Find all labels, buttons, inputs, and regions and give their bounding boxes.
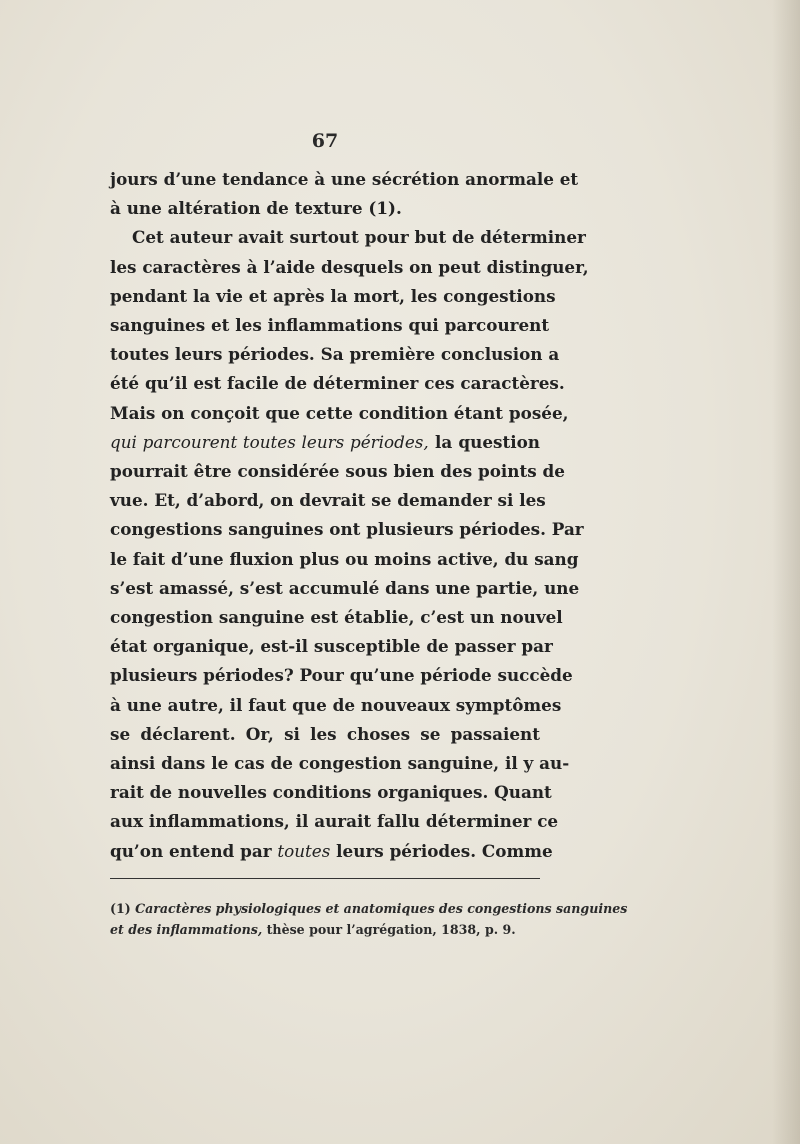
text-line: ainsi dans le cas de congestion sanguine, il y au- [110, 753, 570, 774]
text-line: plusieurs périodes? Pour qu’une période succède [110, 665, 573, 686]
text-line: sanguines et les inflammations qui parcourent [110, 315, 550, 336]
footnote-citation: thèse pour l’agrégation, 1838, p. 9. [262, 922, 516, 937]
text-line [110, 837, 553, 866]
body-text [110, 165, 589, 866]
text-fragment: leurs périodes. Comme [330, 840, 553, 861]
text-line: Cet auteur avait surtout pour but de déterminer [132, 227, 586, 248]
footnote-title: Caractères physiologiques et anatomiques des congestions sanguines [135, 901, 628, 916]
text-line: aux inflammations, il aurait fallu déterminer ce [110, 811, 559, 832]
footnote-rule [110, 878, 540, 879]
text-line: s’est amassé, s’est accumulé dans une partie, une [110, 577, 580, 598]
text-line: vue. Et, d’abord, on devrait se demander si les [110, 490, 546, 511]
footnote-line [110, 898, 628, 919]
text-line: se déclarent. Or, si les choses se passaient [110, 723, 540, 744]
text-line: été qu’il est facile de déterminer ces caractères. [110, 373, 565, 394]
text-fragment: la question [428, 431, 541, 452]
text-line: toutes leurs périodes. Sa première conclusion a [110, 344, 560, 365]
text-line: état organique, est-il susceptible de passer par [110, 636, 553, 657]
page-number: 67 [311, 130, 339, 152]
text-line: Mais on conçoit que cette condition étant posée, [110, 402, 569, 423]
text-line: à une autre, il faut que de nouveaux symptômes [110, 694, 562, 715]
text-line [110, 428, 540, 457]
text-line: les caractères à l’aide desquels on peut distinguer, [110, 256, 589, 277]
text-line: congestion sanguine est établie, c’est un nouvel [110, 607, 563, 628]
text-line: jours d’une tendance à une sécrétion anormale et [110, 169, 579, 189]
text-line: pendant la vie et après la mort, les congestions [110, 285, 556, 306]
text-line: rait de nouvelles conditions organiques. Quant [110, 782, 552, 803]
italic-phrase: qui parcourent toutes leurs périodes, [110, 431, 429, 452]
text-line: congestions sanguines ont plusieurs périodes. Par [110, 519, 584, 540]
text-line: pourrait être considérée sous bien des points de [110, 461, 565, 482]
text-line: à une altération de texture (1). [110, 198, 402, 219]
footnote-marker: (1) [110, 901, 136, 916]
footnote-line [110, 919, 540, 940]
footnote [110, 898, 628, 940]
text-line: le fait d’une fluxion plus ou moins active, du sang [110, 548, 579, 569]
text-fragment: qu’on entend par [110, 840, 278, 861]
page-edge-shadow [772, 0, 800, 1144]
italic-word: toutes [277, 840, 331, 861]
footnote-title: et des inflammations, [110, 922, 263, 937]
